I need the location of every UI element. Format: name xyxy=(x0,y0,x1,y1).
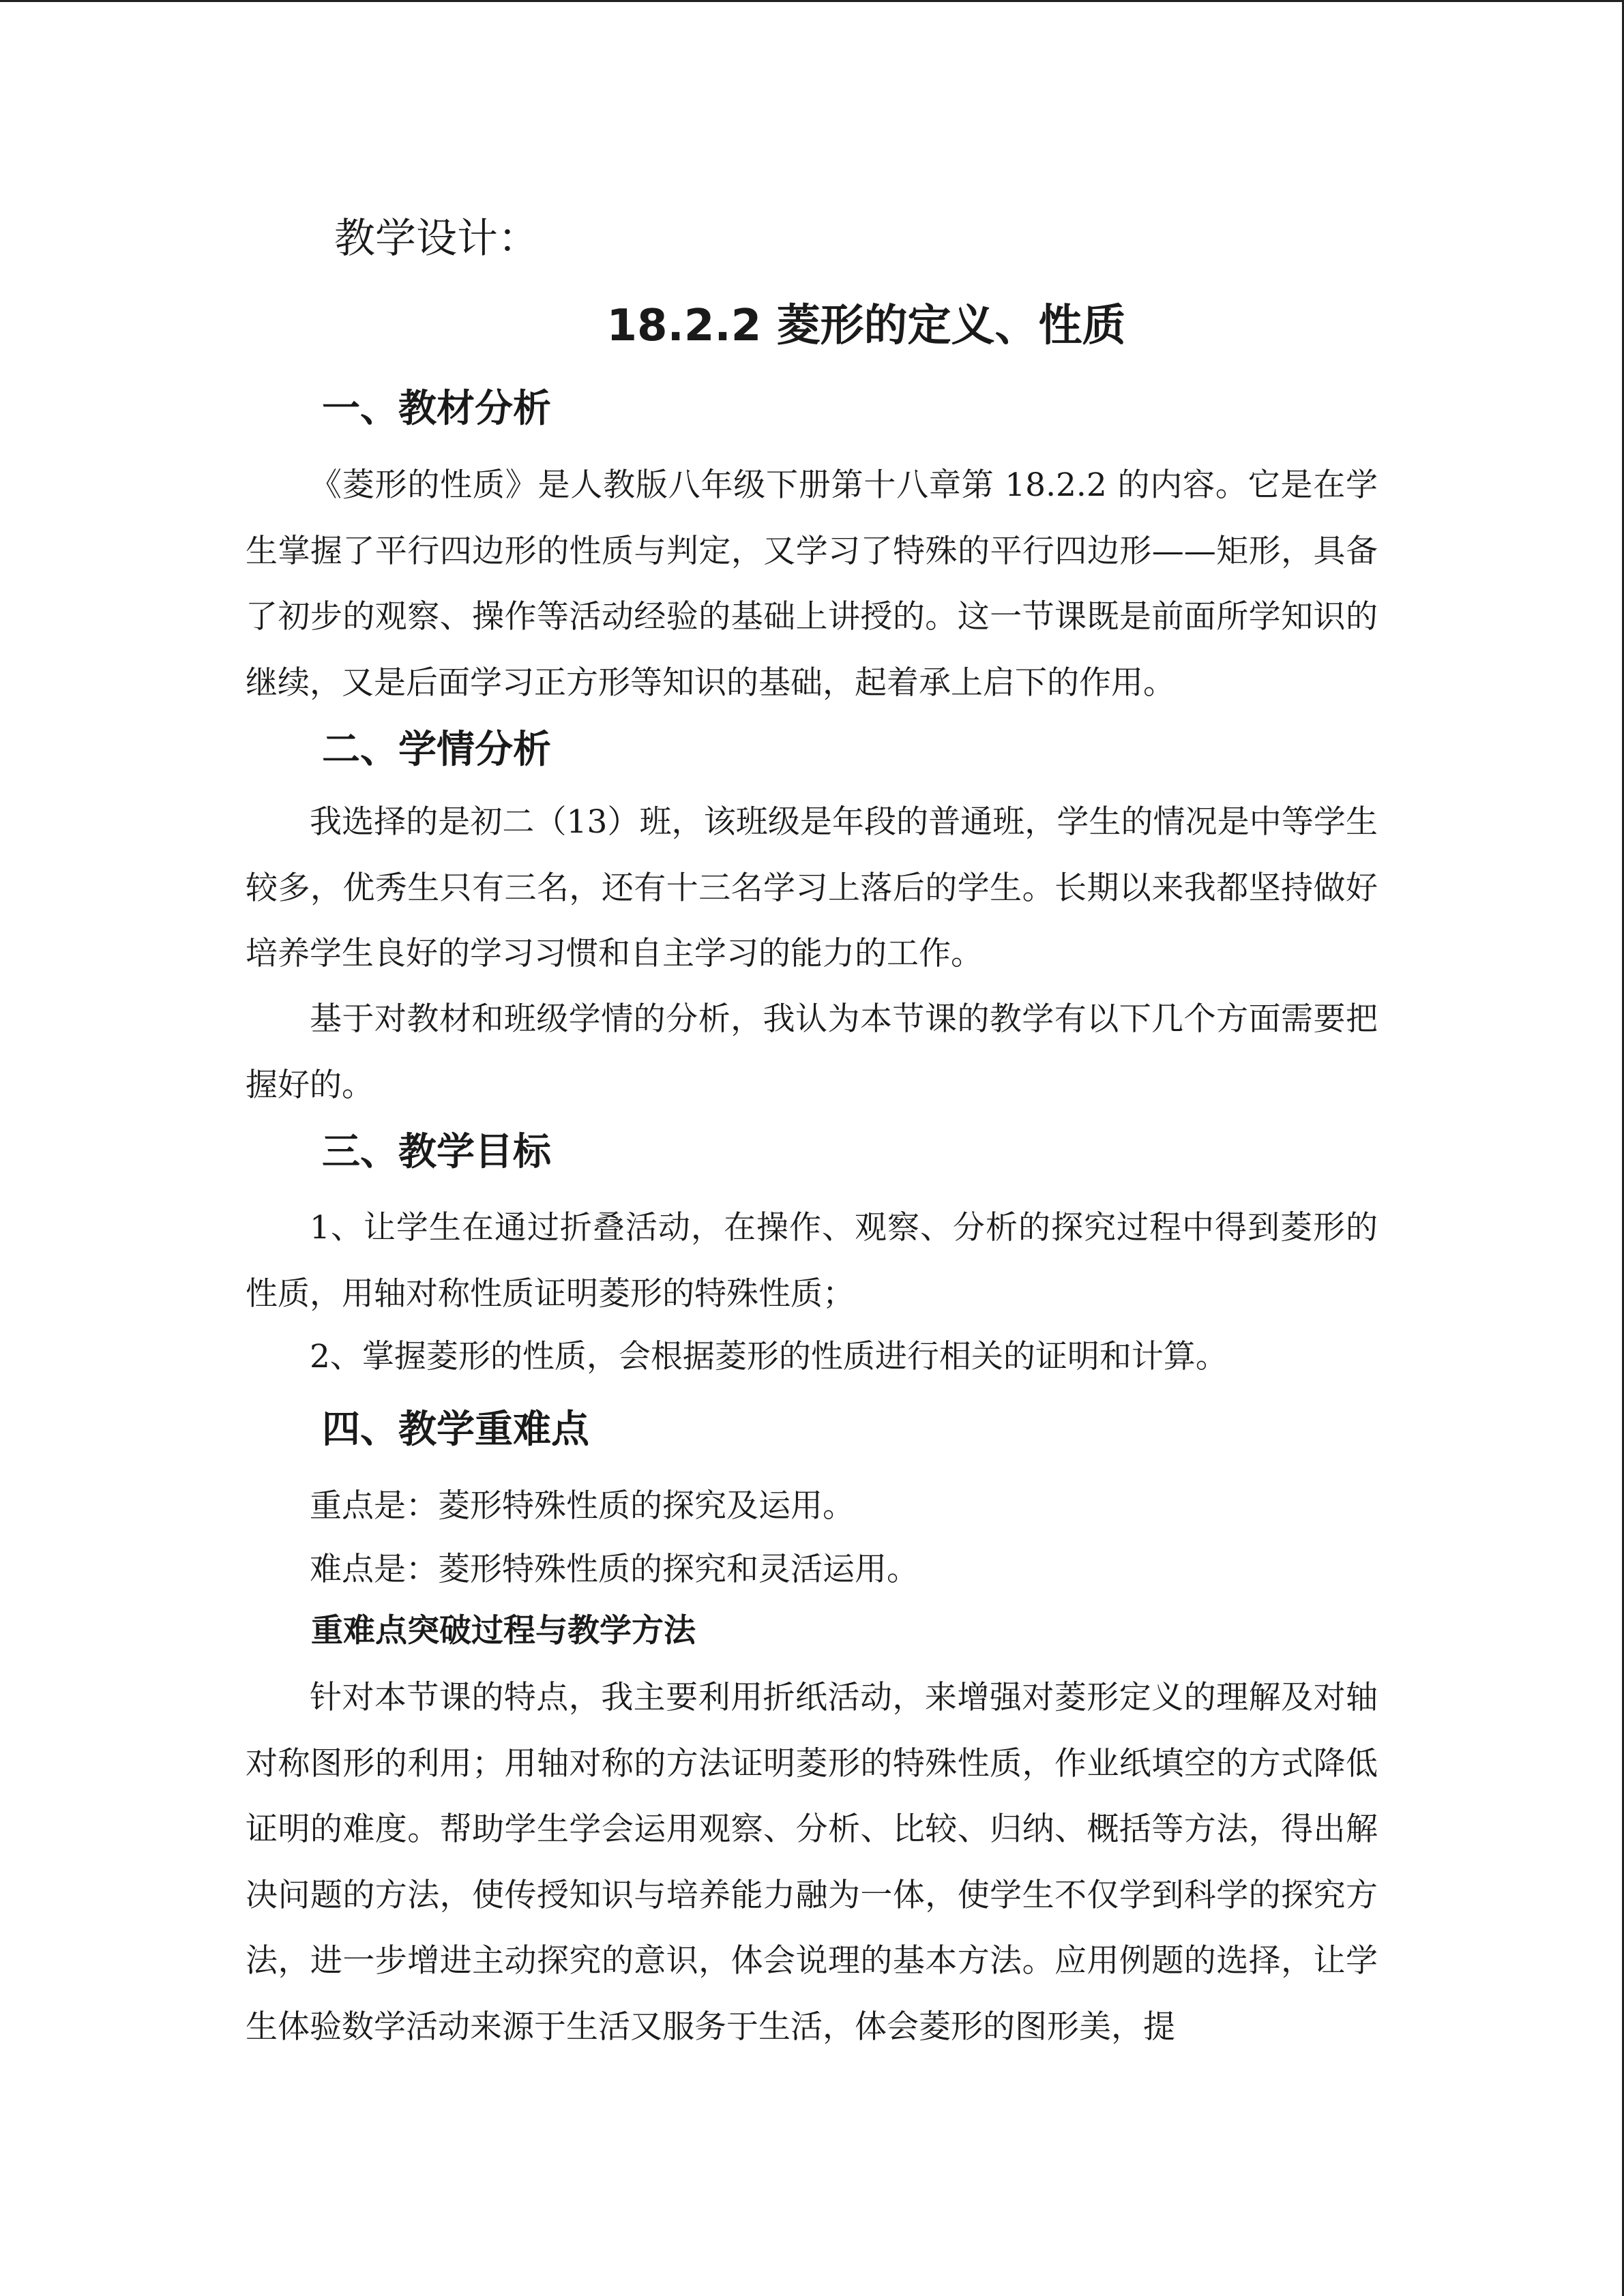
section-heading-keypoints: 四、教学重难点 xyxy=(322,1407,589,1452)
keypoints-paragraph-2: 难点是：菱形特殊性质的探究和灵活运用。 xyxy=(310,1551,919,1588)
goals-paragraph-1: 1、让学生在通过折叠活动，在操作、观察、分析的探究过程中得到菱形的性质，用轴对称性质证明菱形的特殊性质； xyxy=(246,1209,1378,1313)
goals-paragraph-2: 2、掌握菱形的性质，会根据菱形的性质进行相关的证明和计算。 xyxy=(310,1338,1228,1375)
page-border-top xyxy=(0,0,1624,2)
keypoints-subheading: 重难点突破过程与教学方法 xyxy=(311,1612,696,1650)
document-label: 教学设计： xyxy=(334,215,539,263)
section-heading-material: 一、教材分析 xyxy=(322,387,551,431)
students-paragraph-1: 我选择的是初二（13）班，该班级是年段的普通班，学生的情况是中等学生较多，优秀生只有三名，还有十三名学习上落后的学生。长期以来我都坚持做好培养学生良好的学习习惯和自主学习的能力的工作。 xyxy=(246,803,1378,972)
material-paragraph: 《菱形的性质》是人教版八年级下册第十八章第 18.2.2 的内容。它是在学生掌握了平行四边形的性质与判定，又学习了特殊的平行四边形——矩形，具备了初步的观察、操作等活动经验的基础上讲授的。这一节课既是前面所学知识的继续，又是后面学习正方形等知识的基础，起着承上启下的作用。 xyxy=(246,466,1378,702)
students-paragraph-2: 基于对教材和班级学情的分析，我认为本节课的教学有以下几个方面需要把握好的。 xyxy=(246,1000,1378,1104)
document-title: 18.2.2 菱形的定义、性质 xyxy=(606,301,1126,351)
keypoints-paragraph-1: 重点是：菱形特殊性质的探究及运用。 xyxy=(310,1487,855,1525)
section-heading-students: 二、学情分析 xyxy=(322,728,551,772)
section-heading-goals: 三、教学目标 xyxy=(322,1130,551,1174)
keypoints-paragraph-3: 针对本节课的特点，我主要利用折纸活动，来增强对菱形定义的理解及对轴对称图形的利用；用轴对称的方法证明菱形的特殊性质，作业纸填空的方式降低证明的难度。帮助学生学会运用观察、分析、比较、归纳、概括等方法，得出解决问题的方法，使传授知识与培养能力融为一体，使学生不仅学到科学的探究方法，进一步增进主动探究的意识，体会说理的基本方法。应用例题的选择，让学生体验数学活动来源于生活又服务于生活，体会菱形的图形美，提 xyxy=(246,1679,1378,2046)
